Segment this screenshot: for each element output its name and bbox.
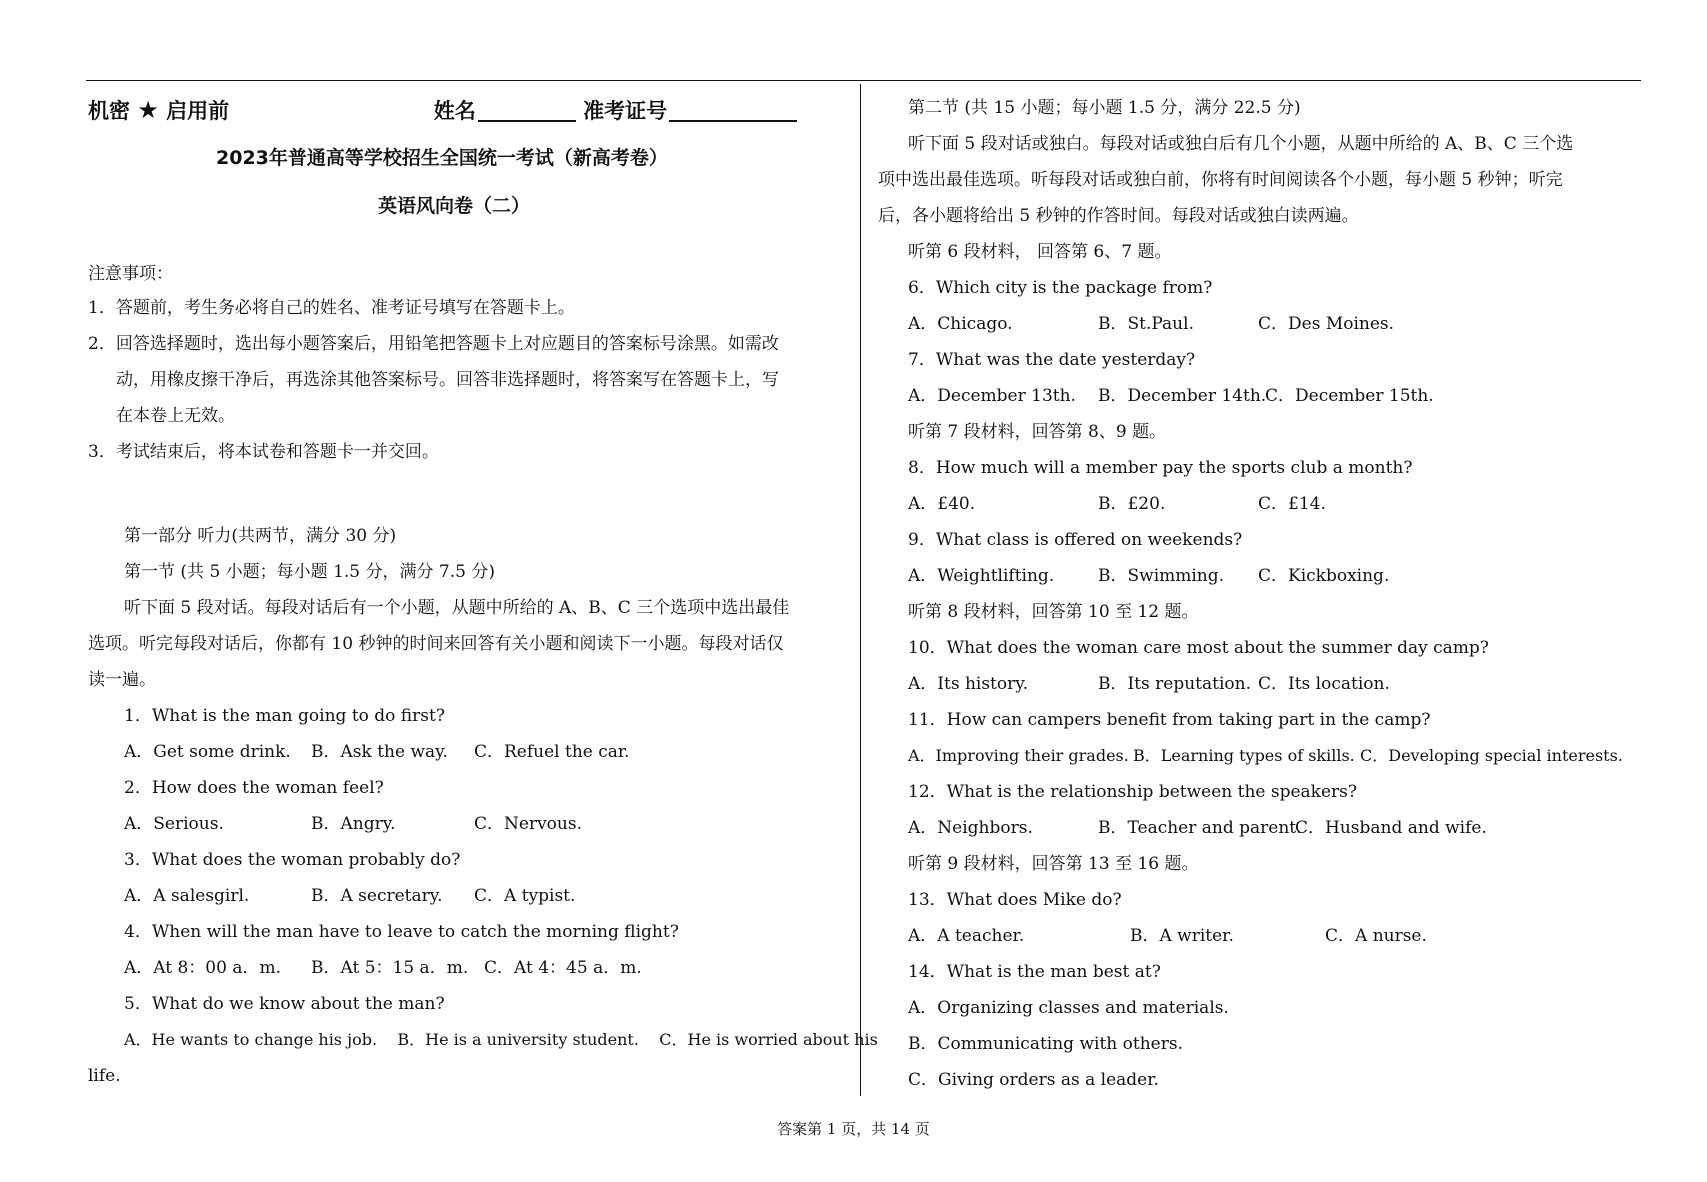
option: C．Kickboxing. [1258, 566, 1390, 586]
option: A．December 13th. [908, 386, 1076, 406]
page-subtitle: 英语风向卷（二） [378, 195, 531, 217]
instructions: 后，各小题将给出 5 秒钟的作答时间。每段对话或独白读两遍。 [878, 206, 1359, 226]
option: B．St.Paul. [1098, 314, 1194, 334]
instructions: 选项。听完每段对话后，你都有 10 秒钟的时间来回答有关小题和阅读下一小题。每段对话仅 [88, 634, 784, 654]
option: A．Improving their grades. [908, 746, 1129, 765]
option: B．A secretary. [311, 886, 443, 906]
notes-item-cont: 动，用橡皮擦干净后，再选涂其他答案标号。回答非选择题时，将答案写在答题卡上，写 [116, 370, 779, 390]
option: C．A typist. [474, 886, 576, 906]
option: B．At 5：15 a．m. [311, 958, 469, 978]
question-text: 1．What is the man going to do first? [124, 706, 445, 726]
option: C．A nurse. [1325, 926, 1427, 946]
question-text: 13．What does Mike do? [908, 890, 1122, 910]
notes-item-cont: 在本卷上无效。 [116, 406, 235, 426]
option: A．Neighbors. [908, 818, 1033, 838]
option: B．Ask the way. [311, 742, 448, 762]
notes-item: 1．答题前，考生务必将自己的姓名、准考证号填写在答题卡上。 [88, 298, 575, 318]
question-text: 3．What does the woman probably do? [124, 850, 461, 870]
question-text: 12．What is the relationship between the speakers? [908, 782, 1358, 802]
header-line [88, 96, 797, 124]
option: B．Learning types of skills. [1133, 746, 1355, 765]
name-blank [478, 100, 576, 122]
instructions: 项中选出最佳选项。听每段对话或独白前，你将有时间阅读各个小题，每小题 5 秒钟；听完 [878, 170, 1563, 190]
before-use-label: 启用前 [166, 99, 230, 123]
option: B．Communicating with others. [908, 1034, 1183, 1054]
page-title: 2023年普通高等学校招生全国统一考试（新高考卷） [216, 147, 668, 169]
option: A．Its history. [908, 674, 1029, 694]
question-text: 11．How can campers benefit from taking part in the camp? [908, 710, 1431, 730]
option: A．Organizing classes and materials. [908, 998, 1229, 1018]
option: B．Angry. [311, 814, 396, 834]
option: C．Husband and wife. [1295, 818, 1487, 838]
question-text: 10．What does the woman care most about the summer day camp? [908, 638, 1489, 658]
option: C．£14. [1258, 494, 1326, 514]
option: C．Nervous. [474, 814, 582, 834]
option: A．At 8：00 a．m. [124, 958, 282, 978]
option: C．Developing special interests. [1360, 746, 1623, 765]
column-divider [860, 84, 861, 1096]
options-row: A．He wants to change his job. B．He is a university student. C．He is worried about his [124, 1030, 878, 1049]
option: C．Refuel the car. [474, 742, 630, 762]
question-text: 9．What class is offered on weekends? [908, 530, 1243, 550]
top-rule [86, 80, 1641, 81]
notes-heading: 注意事项： [88, 264, 173, 284]
options-row-cont: life. [88, 1066, 121, 1086]
option: C．Giving orders as a leader. [908, 1070, 1159, 1090]
section-heading: 第一节 (共 5 小题；每小题 1.5 分，满分 7.5 分) [124, 562, 495, 582]
option: C．At 4：45 a．m. [484, 958, 642, 978]
material-label: 听第 6 段材料， 回答第 6、7 题。 [908, 242, 1172, 262]
instructions: 听下面 5 段对话。每段对话后有一个小题，从题中所给的 A、B、C 三个选项中选出最佳 [124, 598, 790, 618]
question-text: 5．What do we know about the man? [124, 994, 445, 1014]
option: A．£40. [908, 494, 976, 514]
question-text: 4．When will the man have to leave to catch the morning flight? [124, 922, 679, 942]
question-text: 6．Which city is the package from? [908, 278, 1213, 298]
option: C．Its location. [1258, 674, 1390, 694]
option: B．December 14th. [1098, 386, 1267, 406]
material-label: 听第 9 段材料，回答第 13 至 16 题。 [908, 854, 1199, 874]
option: A．Serious. [124, 814, 224, 834]
option: A．Get some drink. [124, 742, 291, 762]
question-text: 8．How much will a member pay the sports club a month? [908, 458, 1413, 478]
name-label: 姓名 [433, 99, 476, 123]
option: A．Weightlifting. [908, 566, 1055, 586]
exam-id-label: 准考证号 [583, 99, 668, 123]
instructions: 听下面 5 段对话或独白。每段对话或独白后有几个小题，从题中所给的 A、B、C 三个选 [908, 134, 1574, 154]
question-text: 2．How does the woman feel? [124, 778, 384, 798]
page-footer: 答案第 1 页，共 14 页 [777, 1120, 930, 1138]
question-text: 14．What is the man best at? [908, 962, 1161, 982]
notes-item: 2．回答选择题时，选出每小题答案后，用铅笔把答题卡上对应题目的答案标号涂黑。如需改 [88, 334, 779, 354]
option: B．Its reputation. [1098, 674, 1252, 694]
question-text: 7．What was the date yesterday? [908, 350, 1196, 370]
option: C．December 15th. [1265, 386, 1434, 406]
option: A．A salesgirl. [124, 886, 250, 906]
option: A．A teacher. [908, 926, 1025, 946]
section-heading: 第二节 (共 15 小题；每小题 1.5 分，满分 22.5 分) [908, 98, 1301, 118]
exam-id-blank [669, 100, 797, 122]
instructions: 读一遍。 [88, 670, 156, 690]
option: C．Des Moines. [1258, 314, 1395, 334]
part-heading: 第一部分 听力(共两节，满分 30 分) [124, 526, 397, 546]
option: B．Swimming. [1098, 566, 1225, 586]
material-label: 听第 8 段材料，回答第 10 至 12 题。 [908, 602, 1199, 622]
option: B．£20. [1098, 494, 1166, 514]
option: B．Teacher and parent. [1098, 818, 1302, 838]
option: B．A writer. [1130, 926, 1234, 946]
star-icon: ★ [137, 96, 159, 124]
notes-item: 3．考试结束后，将本试卷和答题卡一并交回。 [88, 442, 439, 462]
material-label: 听第 7 段材料，回答第 8、9 题。 [908, 422, 1167, 442]
confidential-label: 机密 [88, 99, 130, 123]
option: A．Chicago. [908, 314, 1013, 334]
